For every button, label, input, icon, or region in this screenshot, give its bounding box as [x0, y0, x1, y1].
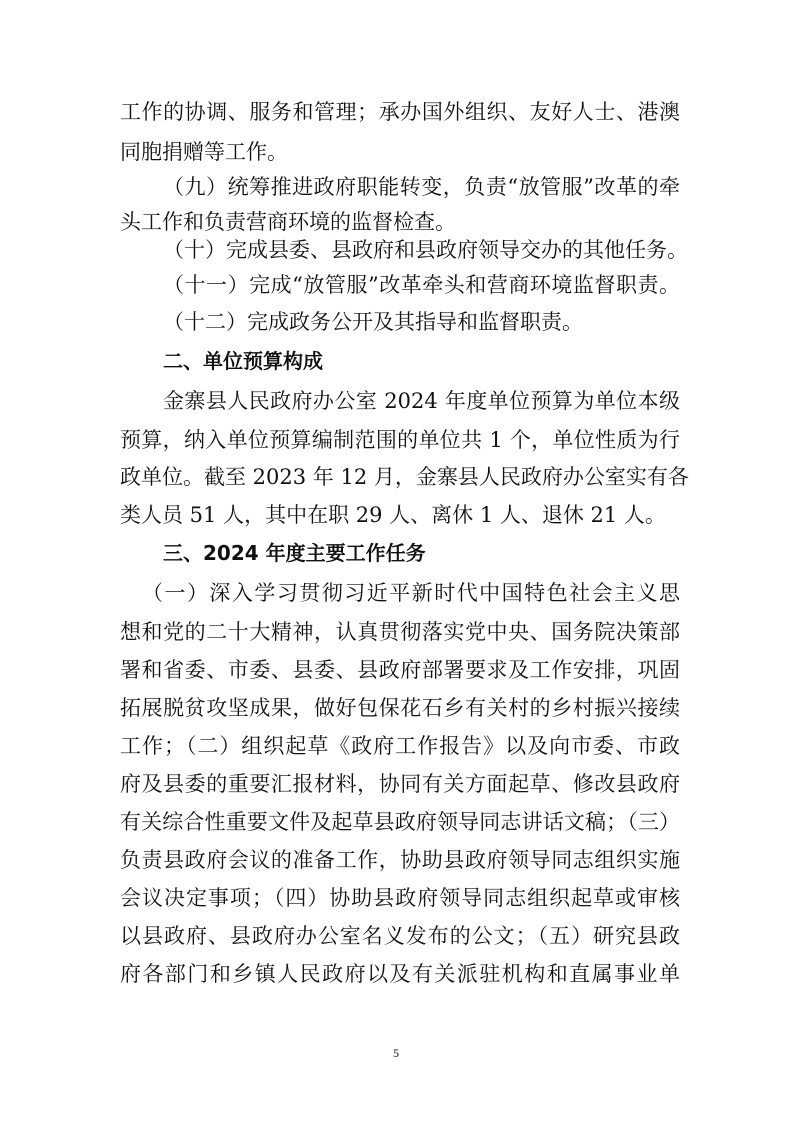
text-line: 负责县政府会议的准备工作，协助县政府领导同志组织实施	[120, 848, 680, 872]
text-line: 会议决定事项；（四）协助县政府领导同志组织起草或审核	[120, 886, 680, 910]
text-line: （十二）完成政务公开及其指导和监督职责。	[163, 310, 583, 334]
text-line: 同胞捐赠等工作。	[120, 140, 288, 164]
text-line: （十一）完成“放管服”改革牵头和营商环境监督职责。	[163, 273, 680, 297]
section-heading: 二、单位预算构成	[163, 349, 323, 373]
text-line: 政单位。截至 2023 年 12 月，金寨县人民政府办公室实有各	[120, 465, 689, 489]
section-heading: 三、2024 年度主要工作任务	[163, 541, 426, 565]
text-line: 金寨县人民政府办公室 2024 年度单位预算为单位本级	[163, 389, 680, 413]
text-line: 工作；（二）组织起草《政府工作报告》以及向市委、市政	[120, 734, 680, 758]
text-line: 府及县委的重要汇报材料，协同有关方面起草、修改县政府	[120, 772, 680, 796]
text-line: （十）完成县委、县政府和县政府领导交办的其他任务。	[163, 238, 688, 262]
text-line: 以县政府、县政府办公室名义发布的公文；（五）研究县政	[120, 924, 680, 948]
text-line: 类人员 51 人，其中在职 29 人、离休 1 人、退休 21 人。	[120, 503, 666, 527]
text-line: 预算，纳入单位预算编制范围的单位共 1 个，单位性质为行	[120, 428, 680, 452]
text-line: 想和党的二十大精神，认真贯彻落实党中央、国务院决策部	[120, 620, 680, 644]
text-line: 工作的协调、服务和管理；承办国外组织、友好人士、港澳	[120, 100, 680, 124]
page-number: 5	[393, 1046, 399, 1060]
text-line: （一）深入学习贯彻习近平新时代中国特色社会主义思	[142, 581, 680, 605]
text-line: 拓展脱贫攻坚成果，做好包保花石乡有关村的乡村振兴接续	[120, 696, 680, 720]
text-line: 府各部门和乡镇人民政府以及有关派驻机构和直属事业单	[120, 962, 680, 986]
text-line: 署和省委、市委、县委、县政府部署要求及工作安排，巩固	[120, 658, 680, 682]
text-line: 头工作和负责营商环境的监督检查。	[120, 210, 456, 234]
text-line: （九）统筹推进政府职能转变，负责“放管服”改革的牵	[163, 175, 680, 199]
text-line: 有关综合性重要文件及起草县政府领导同志讲话文稿；（三）	[120, 810, 680, 834]
